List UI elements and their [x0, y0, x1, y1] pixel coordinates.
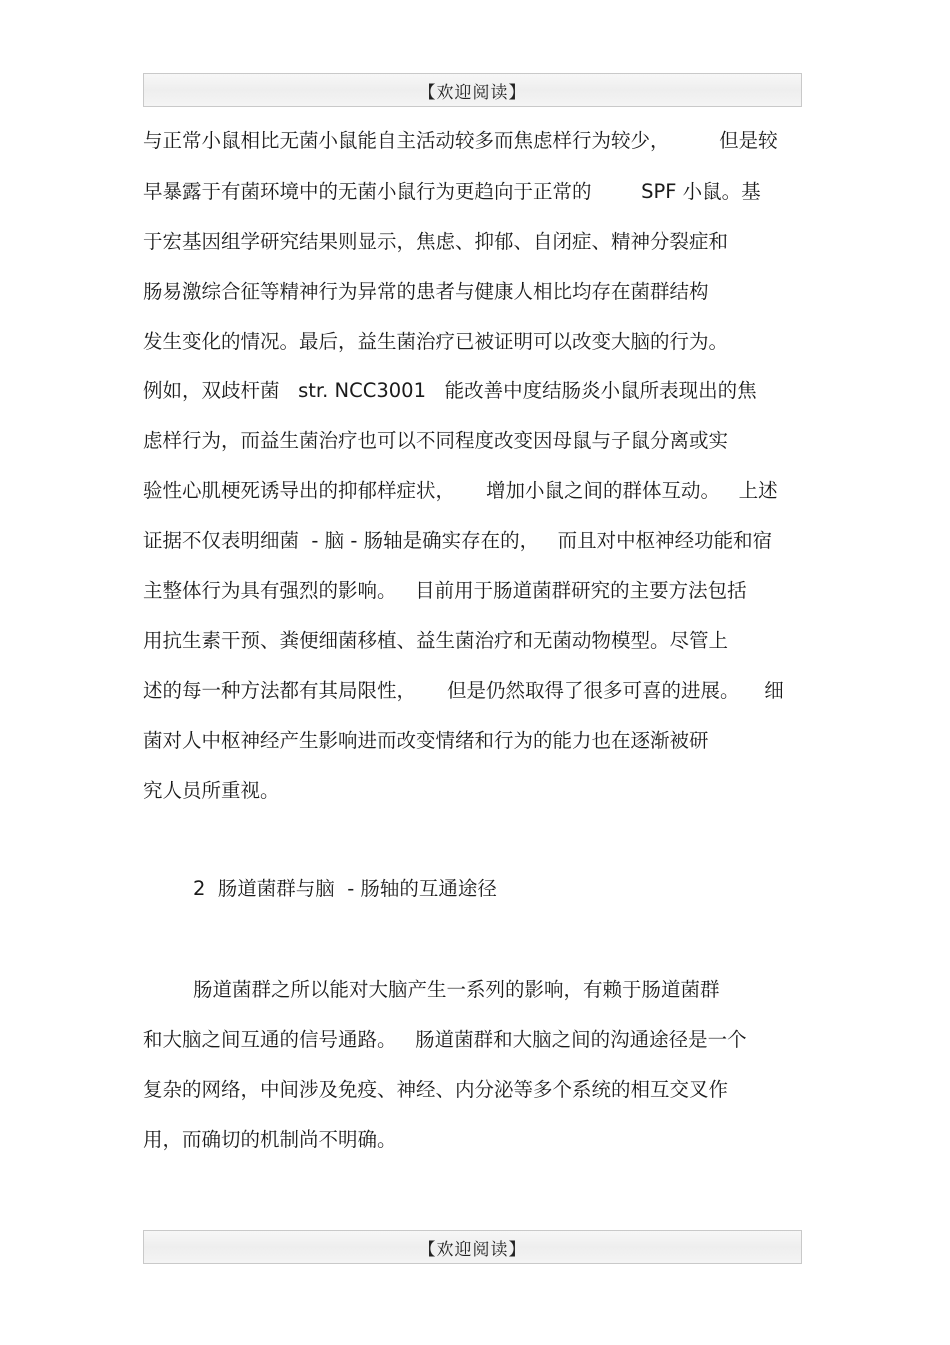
- paragraph-line: 肠道菌群之所以能对大脑产生一系列的影响，有赖于肠道菌群: [193, 978, 720, 1001]
- paragraph-line: 发生变化的情况。最后，益生菌治疗已被证明可以改变大脑的行为。: [143, 330, 729, 353]
- top-banner-text: 【欢迎阅读】: [418, 82, 527, 103]
- paragraph-line: 验性心肌梗死诱导出的抑郁样症状， 增加小鼠之间的群体互动。 上述: [143, 479, 778, 502]
- section-heading: 2 肠道菌群与脑 - 肠轴的互通途径: [193, 877, 497, 900]
- paragraph-line: 与正常小鼠相比无菌小鼠能自主活动较多而焦虑样行为较少， 但是较: [143, 129, 778, 152]
- paragraph-line: 例如，双歧杆菌 str. NCC3001 能改善中度结肠炎小鼠所表现出的焦: [143, 379, 757, 402]
- paragraph-line: 菌对人中枢神经产生影响进而改变情绪和行为的能力也在逐渐被研: [143, 729, 709, 752]
- paragraph-line: 主整体行为具有强烈的影响。 目前用于肠道菌群研究的主要方法包括: [143, 579, 747, 602]
- paragraph-line: 于宏基因组学研究结果则显示，焦虑、抑郁、自闭症、精神分裂症和: [143, 230, 729, 253]
- paragraph-line: 用抗生素干预、粪便细菌移植、益生菌治疗和无菌动物模型。尽管上: [143, 629, 729, 652]
- paragraph-line: 述的每一种方法都有其局限性， 但是仍然取得了很多可喜的进展。 细: [143, 679, 784, 702]
- paragraph-line: 早暴露于有菌环境中的无菌小鼠行为更趋向于正常的 SPF 小鼠。基: [143, 180, 761, 203]
- paragraph-line: 复杂的网络，中间涉及免疫、神经、内分泌等多个系统的相互交叉作: [143, 1078, 729, 1101]
- bottom-banner-text: 【欢迎阅读】: [418, 1239, 527, 1260]
- paragraph-line: 究人员所重视。: [143, 779, 280, 802]
- paragraph-line: 证据不仅表明细菌 - 脑 - 肠轴是确实存在的， 而且对中枢神经功能和宿: [143, 529, 773, 552]
- paragraph-line: 和大脑之间互通的信号通路。 肠道菌群和大脑之间的沟通途径是一个: [143, 1028, 747, 1051]
- top-banner: [143, 73, 802, 107]
- paragraph-line: 肠易激综合征等精神行为异常的患者与健康人相比均存在菌群结构: [143, 280, 709, 303]
- paragraph-line: 虑样行为，而益生菌治疗也可以不同程度改变因母鼠与子鼠分离或实: [143, 429, 729, 452]
- paragraph-line: 用，而确切的机制尚不明确。: [143, 1128, 397, 1151]
- bottom-banner: [143, 1230, 802, 1264]
